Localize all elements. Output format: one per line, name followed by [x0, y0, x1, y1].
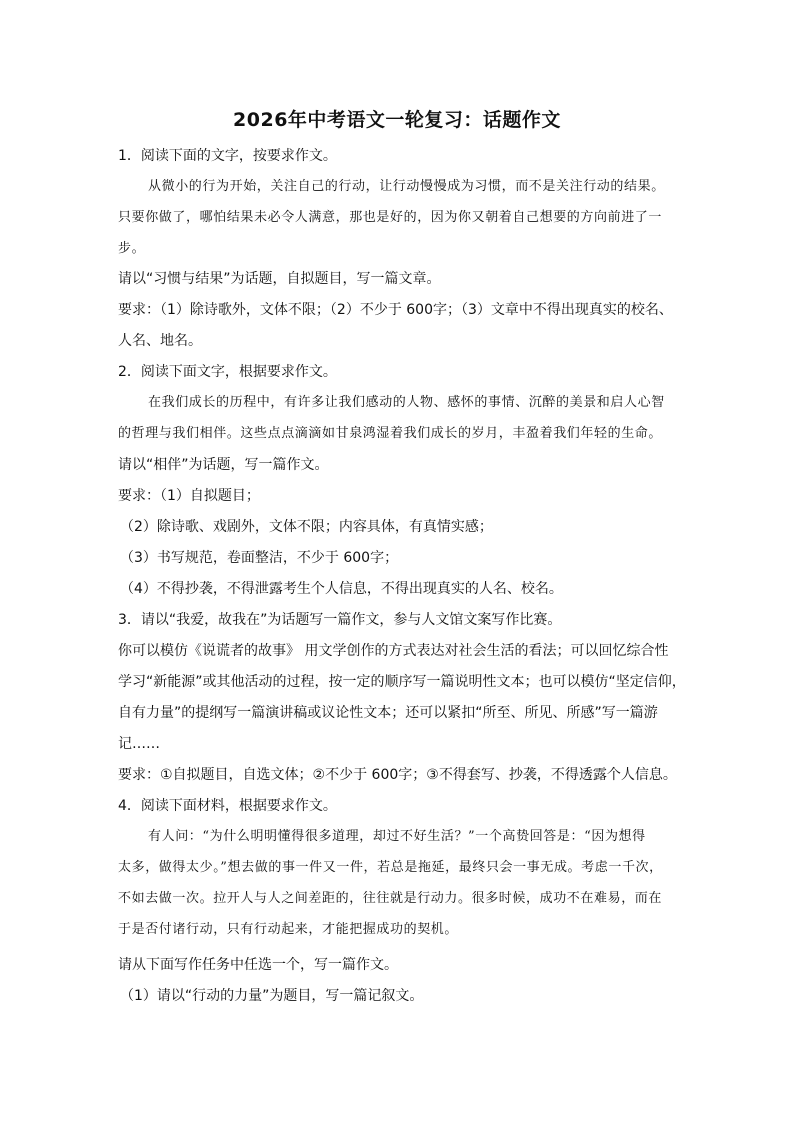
q4-task-option: （1）请以“行动的力量”为题目，写一篇记叙文。 [120, 988, 424, 1004]
q1-requirements: 人名、地名。 [118, 333, 202, 349]
q1-material-line: 步。 [118, 241, 146, 256]
q3-body-line: 学习“新能源”或其他活动的过程，按一定的顺序写一篇说明性文本；也可以模仿“坚定信仰， [118, 674, 686, 690]
q2-material-line: 的哲理与我们相伴。这些点点滴滴如甘泉鸿湿着我们成长的岁月，丰盈着我们年轻的生命。 [118, 426, 663, 441]
q2-requirement: （4）不得抄袭，不得泄露考生个人信息，不得出现真实的人名、校名。 [120, 581, 563, 597]
q2-requirement: 要求：（1）自拟题目； [118, 488, 260, 504]
q1-material-line: 只要你做了，哪怕结果未必令人满意，那也是好的，因为你又朝着自己想要的方向前进了一 [118, 210, 663, 225]
q2-material-line: 在我们成长的历程中，有许多让我们感动的人物、感怀的事情、沉醉的美景和启人心智 [148, 395, 665, 410]
q4-material-line: 太多，做得太少。”想去做的事一件又一件，若总是拖延，最终只会一事无成。考虑一千次， [118, 860, 663, 875]
q2-topic: 请以“相伴”为话题，写一篇作文。 [118, 457, 329, 473]
q4-heading: 4．阅读下面材料，根据要求作文。 [118, 798, 337, 814]
q4-material-line: 于是否付诸行动，只有行动起来，才能把握成功的契机。 [118, 922, 459, 937]
q1-material-line: 从微小的行为开始，关注自己的行动，让行动慢慢成为习惯，而不是关注行动的结果。 [148, 179, 665, 194]
q1-requirements: 要求：（1）除诗歌外，文体不限；（2）不少于 600字；（3）文章中不得出现真实的校名、 [118, 302, 673, 318]
q4-material-line: 有人问：“为什么明明懂得很多道理，却过不好生活？”一个高贽回答是：“因为想得 [148, 829, 646, 844]
q3-body-line: 记…… [118, 736, 160, 752]
q4-task-intro: 请从下面写作任务中任选一个，写一篇作文。 [118, 957, 398, 973]
q2-requirement: （2）除诗歌、戏剧外，文体不限；内容具体，有真情实感； [120, 519, 493, 535]
q3-requirements: 要求：①自拟题目，自选文体；②不少于 600字；③不得套写、抄袭，不得透露个人信息。 [118, 767, 677, 783]
q1-topic: 请以“习惯与结果”为话题，自拟题目，写一篇文章。 [118, 271, 441, 287]
q3-body-line: 自有力量”的提纲写一篇演讲稿或议论性文本；还可以紧扣“所至、所见、所感”写一篇游 [118, 705, 658, 721]
q2-heading: 2．阅读下面文字，根据要求作文。 [118, 364, 337, 380]
q1-heading: 1．阅读下面的文字，按要求作文。 [118, 148, 337, 164]
q4-material-line: 不如去做一次。拉开人与人之间差距的，往往就是行动力。很多时候，成功不在难易，而在 [118, 891, 663, 906]
q3-heading: 3．请以“我爱，故我在”为话题写一篇作文，参与人文馆文案写作比赛。 [118, 612, 562, 628]
page-title: 2026年中考语文一轮复习：话题作文 [233, 109, 561, 131]
q3-body-line: 你可以模仿《说谎者的故事》 用文学创作的方式表达对社会生活的看法；可以回忆综合性 [118, 643, 669, 659]
q2-requirement: （3）书写规范，卷面整洁，不少于 600字； [120, 550, 399, 566]
